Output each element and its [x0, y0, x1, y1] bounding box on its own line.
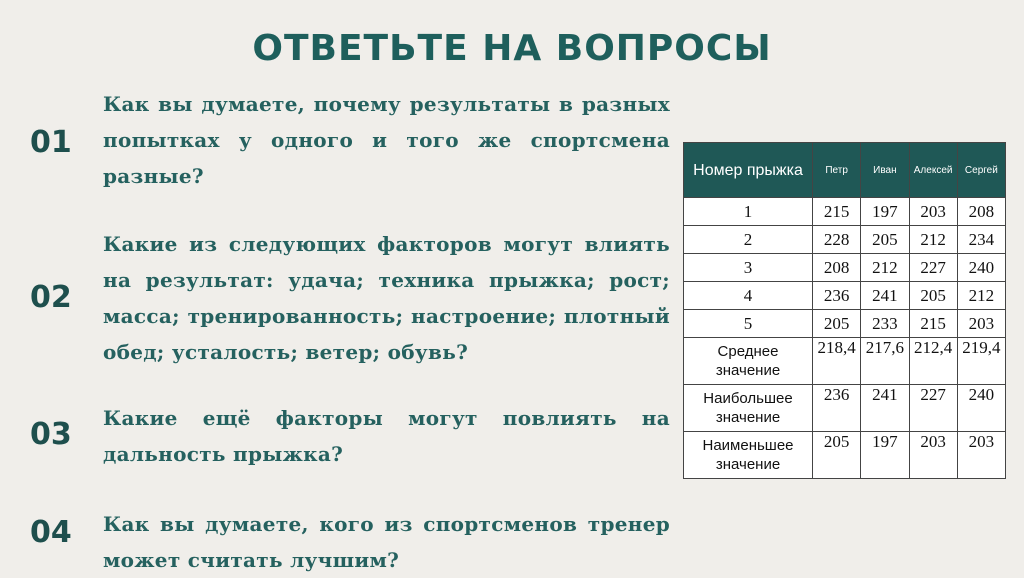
table-cell: 240 [957, 385, 1005, 432]
table-cell: 217,6 [861, 338, 909, 385]
table-cell: 219,4 [957, 338, 1005, 385]
table-row [684, 310, 1006, 338]
table-cell: 197 [861, 432, 909, 479]
column-header: Петр [813, 143, 861, 198]
table-cell: 4 [684, 282, 813, 310]
row-label: Наименьшее значение [684, 432, 813, 479]
table-row [684, 198, 1006, 226]
table-cell: 227 [909, 385, 957, 432]
question-text: Какие из следующих факторов могут влиять на результат: удача; техника прыжка; рост; масса; тренированность; настроение; плотный обед; усталость; ветер; обувь? [103, 232, 670, 364]
table-row [684, 254, 1006, 282]
table-cell: 2 [684, 226, 813, 254]
table-header-row [684, 143, 1006, 198]
table-cell: 1 [684, 198, 813, 226]
table-cell: 228 [813, 226, 861, 254]
jump-results-table [683, 142, 1006, 479]
table-cell: 236 [813, 385, 861, 432]
question-text: Как вы думаете, кого из спортсменов тренер может считать лучшим? [103, 512, 670, 572]
table-cell: 212 [957, 282, 1005, 310]
row-label: Наибольшее значение [684, 385, 813, 432]
question-number: 02 [30, 280, 72, 315]
question-number: 01 [30, 125, 72, 160]
question-number: 04 [30, 515, 72, 550]
page-title: ОТВЕТЬТЕ НА ВОПРОСЫ [252, 28, 772, 69]
table-cell: 218,4 [813, 338, 861, 385]
table-row [684, 226, 1006, 254]
table-cell: 233 [861, 310, 909, 338]
table-cell: 3 [684, 254, 813, 282]
table-cell: 205 [813, 432, 861, 479]
row-label: Среднее значение [684, 338, 813, 385]
table-cell: 215 [909, 310, 957, 338]
column-header: Алексей [909, 143, 957, 198]
table-row-max [684, 385, 1006, 432]
table-cell: 5 [684, 310, 813, 338]
table-cell: 203 [909, 198, 957, 226]
table-cell: 215 [813, 198, 861, 226]
table-cell: 205 [813, 310, 861, 338]
column-header: Иван [861, 143, 909, 198]
table-cell: 197 [861, 198, 909, 226]
table-cell: 203 [909, 432, 957, 479]
table-cell: 240 [957, 254, 1005, 282]
table-cell: 205 [909, 282, 957, 310]
column-header: Сергей [957, 143, 1005, 198]
table-cell: 212 [909, 226, 957, 254]
table-cell: 212,4 [909, 338, 957, 385]
table-cell: 236 [813, 282, 861, 310]
table-cell: 203 [957, 310, 1005, 338]
question-text: Какие ещё факторы могут повлиять на дальность прыжка? [103, 406, 670, 466]
table-cell: 241 [861, 282, 909, 310]
table-row [684, 282, 1006, 310]
table-cell: 227 [909, 254, 957, 282]
column-header: Номер прыжка [684, 143, 813, 198]
table-cell: 241 [861, 385, 909, 432]
table-cell: 208 [957, 198, 1005, 226]
table-cell: 234 [957, 226, 1005, 254]
table-cell: 205 [861, 226, 909, 254]
table-row-min [684, 432, 1006, 479]
question-text: Как вы думаете, почему результаты в разных попытках у одного и того же спортсмена разные? [103, 92, 670, 188]
table-cell: 208 [813, 254, 861, 282]
question-number: 03 [30, 417, 72, 452]
table-row-average [684, 338, 1006, 385]
table-cell: 203 [957, 432, 1005, 479]
table-cell: 212 [861, 254, 909, 282]
